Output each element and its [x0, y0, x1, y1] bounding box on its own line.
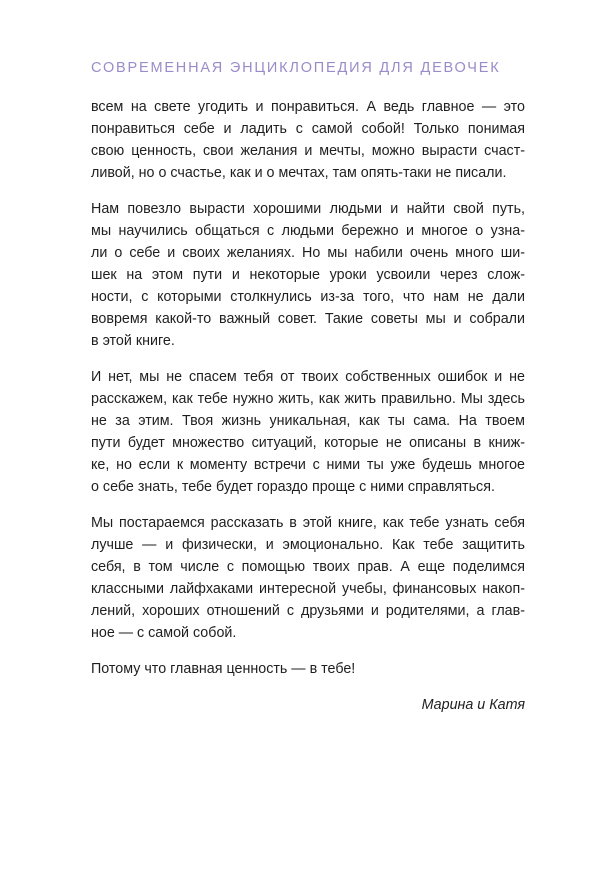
text-line: вовремя какой-то важный совет. Такие советы мы и собрали	[91, 311, 525, 327]
text-line: понравиться себе и ладить с самой собой! Только понимая	[91, 121, 525, 137]
text-line: Потому что главная ценность — в тебе!	[91, 661, 356, 677]
paragraph	[91, 512, 525, 644]
text-line: классными лайфхаками интересной учебы, финансовых накоп-	[91, 581, 525, 597]
text-line: свою ценность, свои желания и мечты, можно вырасти счаст-	[91, 143, 525, 159]
text-line: шек на этом пути и некоторые уроки усвоили через слож-	[91, 267, 525, 283]
text-line: пути будет множество ситуаций, которые не описаны в книж-	[91, 435, 525, 451]
text-line: лучше — и физически, и эмоционально. Как тебе защитить	[91, 537, 525, 553]
paragraph	[91, 96, 525, 184]
text-line: ное — с самой собой.	[91, 625, 237, 641]
text-line: не за этим. Твоя жизнь уникальная, как ты сама. На твоем	[91, 413, 525, 429]
text-line: мы научились общаться с людьми бережно и многое о узна-	[91, 223, 525, 239]
text-line: ливой, но о счастье, как и о мечтах, там опять-таки не писали.	[91, 165, 507, 181]
page-body	[91, 96, 525, 716]
text-line: расскажем, как тебе нужно жить, как жить правильно. Мы здесь	[91, 391, 525, 407]
text-line: всем на свете угодить и понравиться. А ведь главное — это	[91, 99, 525, 115]
text-line: ли о себе и своих желаниях. Но мы набили очень много ши-	[91, 245, 525, 261]
paragraph	[91, 658, 525, 680]
text-line: И нет, мы не спасем тебя от твоих собственных ошибок и не	[91, 369, 525, 385]
text-line: Мы постараемся рассказать в этой книге, как тебе узнать себя	[91, 515, 525, 531]
signature: Марина и Катя	[421, 697, 525, 713]
running-title: СОВРЕМЕННАЯ ЭНЦИКЛОПЕДИЯ ДЛЯ ДЕВОЧЕК	[91, 60, 501, 76]
text-line: о себе знать, тебе будет гораздо проще с ними справляться.	[91, 479, 495, 495]
text-line: Нам повезло вырасти хорошими людьми и найти свой путь,	[91, 201, 525, 217]
paragraph	[91, 198, 525, 352]
text-line: себя, в том числе с помощью твоих прав. А еще поделимся	[91, 559, 525, 575]
text-line: в этой книге.	[91, 333, 175, 349]
text-line: ке, но если к моменту встречи с ними ты уже будешь многое	[91, 457, 525, 473]
paragraph	[91, 366, 525, 498]
text-line: ности, с которыми столкнулись из-за того, что нам не дали	[91, 289, 525, 305]
text-line: лений, хороших отношений с друзьями и родителями, а глав-	[91, 603, 525, 619]
